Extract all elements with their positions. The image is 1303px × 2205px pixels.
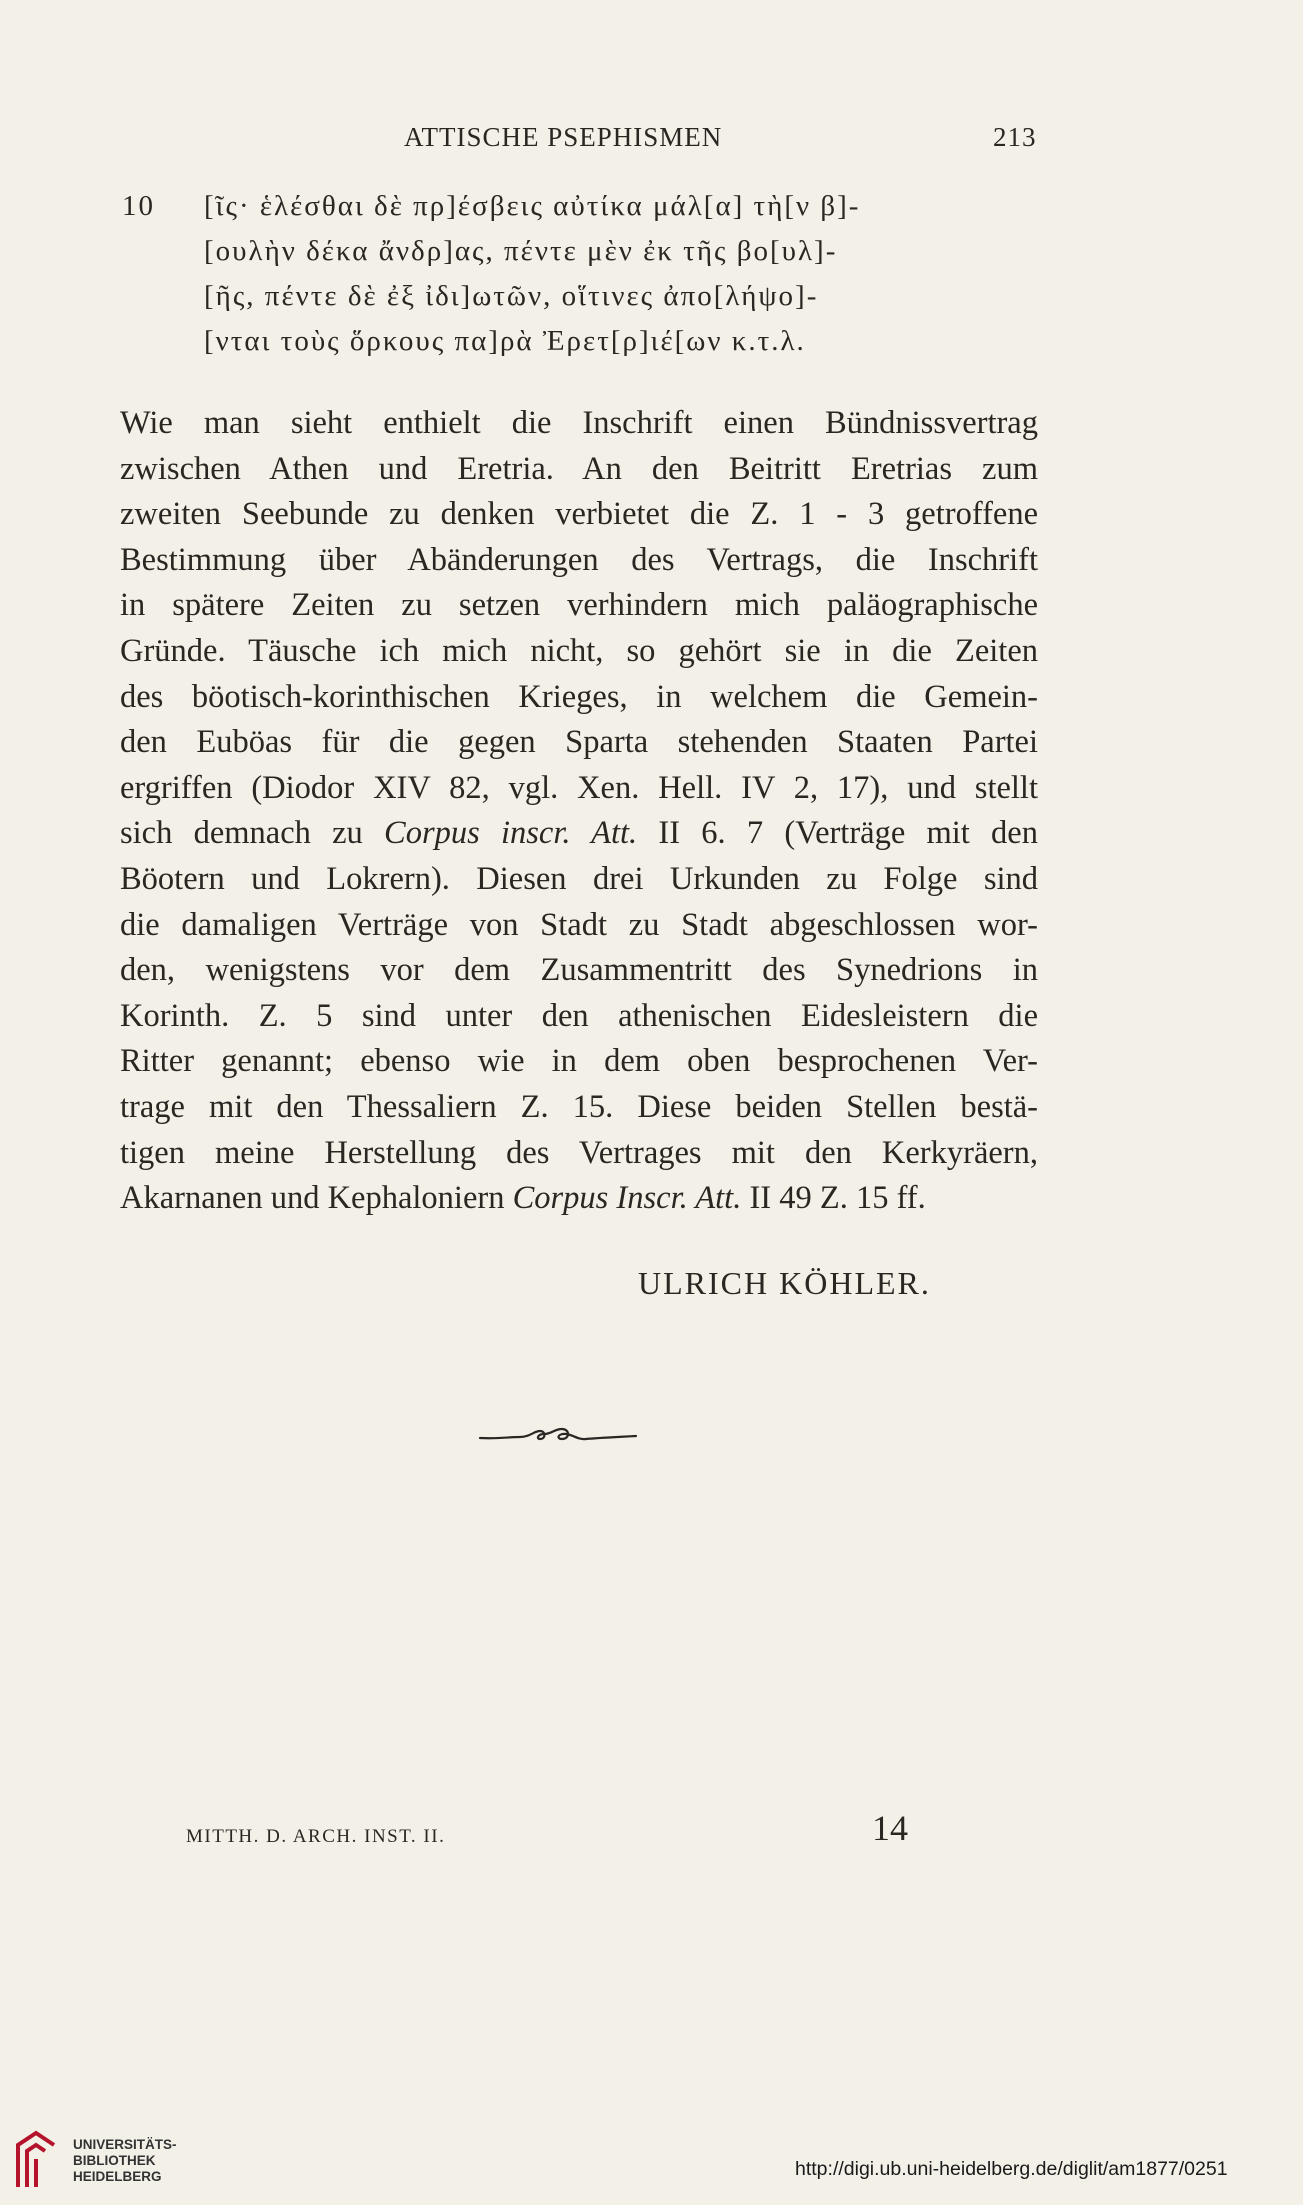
text-line xyxy=(120,766,1038,812)
text-line xyxy=(120,629,1038,675)
text-run: Bestimmung über Abänderungen des Vertrags, die Inschrift xyxy=(120,541,1038,578)
citation-italic: Corpus inscr. Att. xyxy=(384,815,638,852)
text-line xyxy=(120,1085,1038,1131)
text-line xyxy=(120,857,1038,903)
text-run: Korinth. Z. 5 sind unter den athenischen Eidesleistern die xyxy=(120,997,1038,1034)
library-name-line: BIBLIOTHEK xyxy=(73,2153,156,2168)
text-line xyxy=(120,401,1038,447)
text-run: den Euböas für die gegen Sparta stehenden Staaten Partei xyxy=(120,724,1038,761)
text-run: des böotisch-korinthischen Krieges, in welchem die Gemein- xyxy=(120,678,1038,715)
inscription-text: [ουλὴν δέκα ἄνδρ]ας, πέντε μὲν ἐκ τῆς βο[υλ]- xyxy=(204,235,838,267)
text-run: tigen meine Herstellung des Vertrages mit den Kerkyräern, xyxy=(120,1134,1038,1171)
text-run: ergriffen (Diodor XIV 82, vgl. Xen. Hell. IV 2, 17), und stellt xyxy=(120,769,1038,806)
text-line xyxy=(120,538,1038,584)
text-line xyxy=(120,583,1038,629)
text-run: trage mit den Thessaliern Z. 15. Diese beiden Stellen bestä- xyxy=(120,1088,1038,1125)
inscription-line xyxy=(122,280,1062,325)
inscription-line xyxy=(122,235,1062,280)
text-line xyxy=(120,1131,1038,1177)
inscription-text: [νται τοὺς ὅρκους πα]ρὰ Ἐρετ[ρ]ιέ[ων κ.τ.λ. xyxy=(204,325,806,357)
text-run: Akarnanen und Kephaloniern xyxy=(120,1180,513,1217)
text-line xyxy=(120,720,1038,766)
library-logo-icon xyxy=(14,2123,60,2191)
text-run: sich demnach zu xyxy=(120,815,385,852)
text-line xyxy=(120,903,1038,949)
line-number: 10 xyxy=(122,190,155,222)
ornament-divider-icon xyxy=(478,1425,638,1447)
text-run: zweiten Seebunde zu denken verbietet die Z. 1 - 3 getroffene xyxy=(120,496,1038,533)
citation-italic: Corpus Inscr. Att. xyxy=(512,1180,742,1217)
running-title: ATTISCHE PSEPHISMEN xyxy=(404,122,723,152)
text-run: die damaligen Verträge von Stadt zu Stadt abgeschlossen wor- xyxy=(120,906,1038,943)
text-line xyxy=(120,1176,1038,1222)
text-run: II 49 Z. 15 ff. xyxy=(741,1180,926,1217)
library-name-line: HEIDELBERG xyxy=(73,2169,162,2184)
inscription-line xyxy=(122,190,1062,235)
inscription-text: [ῆς, πέντε δὲ ἐξ ἰδι]ωτῶν, οἵτινες ἀπο[λήψο]- xyxy=(204,280,819,312)
text-line xyxy=(120,1039,1038,1085)
text-run: Ritter genannt; ebenso wie in dem oben besprochenen Ver- xyxy=(120,1043,1038,1080)
greek-inscription xyxy=(122,190,1062,370)
text-run: zwischen Athen und Eretria. An den Beitritt Eretrias zum xyxy=(120,450,1038,487)
inscription-line xyxy=(122,325,1062,370)
body-paragraph xyxy=(120,401,1038,1222)
text-line xyxy=(120,948,1038,994)
text-run: Böotern und Lokrern). Diesen drei Urkunden zu Folge sind xyxy=(120,860,1038,897)
text-run: Wie man sieht enthielt die Inschrift einen Bündnissvertrag xyxy=(120,405,1038,441)
text-line xyxy=(120,675,1038,721)
text-run: den, wenigstens vor dem Zusammentritt des Synedrions in xyxy=(120,952,1038,989)
text-line xyxy=(120,447,1038,493)
text-line xyxy=(120,492,1038,538)
text-run: in spätere Zeiten zu setzen verhindern mich paläographische xyxy=(120,587,1038,624)
permalink-url[interactable]: http://digi.ub.uni-heidelberg.de/diglit/am1877/0251 xyxy=(795,2158,1228,2180)
page-number: 213 xyxy=(993,122,1037,152)
library-name-line: UNIVERSITÄTS- xyxy=(73,2137,177,2152)
text-run: Gründe. Täusche ich mich nicht, so gehört sie in die Zeiten xyxy=(120,632,1038,669)
library-name xyxy=(73,2137,177,2185)
text-line xyxy=(120,994,1038,1040)
inscription-text: [ῖς· ἑλέσθαι δὲ πρ]έσβεις αὐτίκα μάλ[α] τὴ[ν β]- xyxy=(204,190,861,222)
text-run: II 6. 7 (Verträge mit den xyxy=(637,815,1038,852)
signature-mark: MITTH. D. ARCH. INST. II. xyxy=(186,1826,446,1847)
text-line xyxy=(120,811,1038,857)
sheet-number: 14 xyxy=(872,1808,908,1848)
author-signature: ULRICH KÖHLER. xyxy=(638,1265,931,1301)
